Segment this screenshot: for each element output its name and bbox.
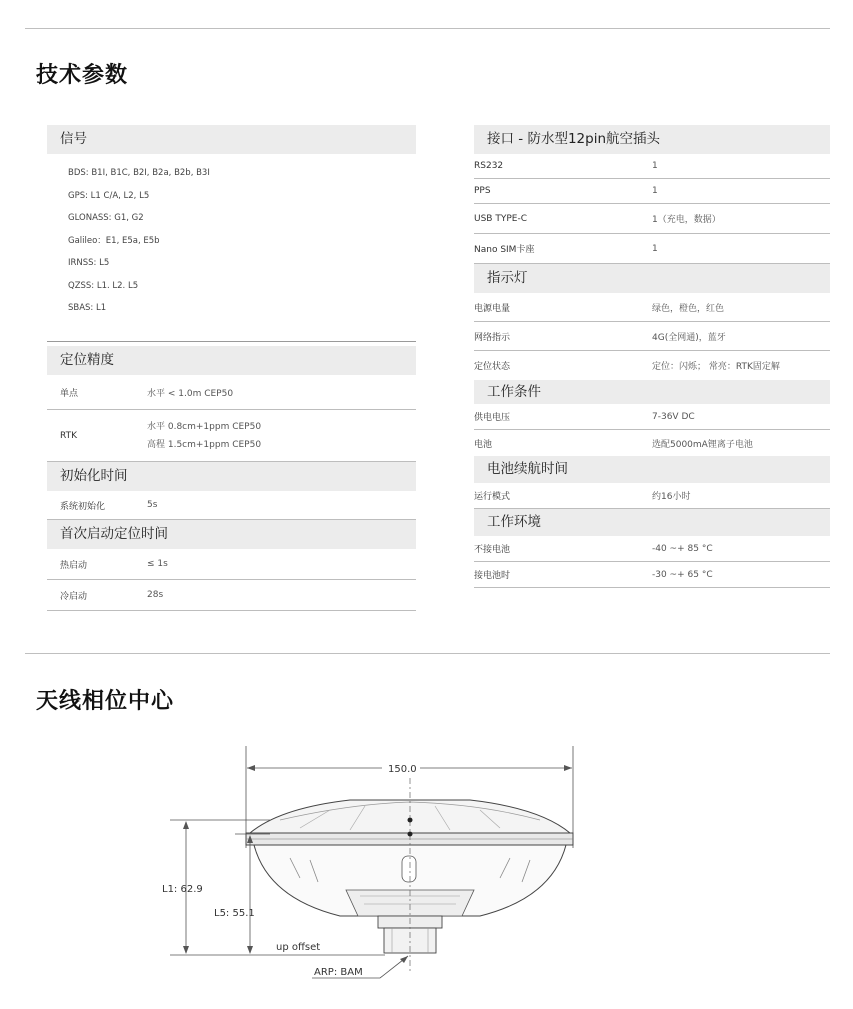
- row-value: 定位：闪烁； 常亮：RTK固定解: [652, 362, 780, 372]
- row-value: -40 ~+ 85 °C: [652, 543, 713, 554]
- signal-item-gps: GPS: L1 C/A, L2, L5: [68, 190, 150, 201]
- tech-specs-title: 技术参数: [36, 63, 129, 88]
- row-label: 接电池时: [474, 571, 511, 581]
- width-dimension-label: 150.0: [388, 764, 417, 775]
- table-row: [474, 204, 830, 234]
- top-divider: [25, 28, 830, 29]
- row-value: 约16小时: [652, 492, 691, 502]
- row-value: 水平 < 1.0m CEP50: [147, 388, 234, 399]
- row-value: 28s: [147, 590, 164, 600]
- signal-list: [47, 154, 416, 342]
- antenna-drawing: [150, 738, 590, 988]
- table-row: [47, 375, 416, 410]
- table-row: [47, 410, 416, 462]
- init-header: 初始化时间: [47, 462, 416, 491]
- table-row: [474, 154, 830, 179]
- row-label: PPS: [474, 186, 491, 196]
- row-value: 1（充电，数据）: [652, 215, 721, 225]
- rtk-horizontal-value: 水平 0.8cm+1ppm CEP50: [147, 421, 262, 432]
- signal-item-sbas: SBAS: L1: [68, 303, 107, 313]
- row-value: ≤ 1s: [147, 559, 168, 569]
- row-label: 网络指示: [474, 332, 511, 343]
- table-row: [47, 580, 416, 611]
- antenna-dimension-diagram: [150, 738, 590, 988]
- row-value: 1: [652, 186, 658, 196]
- left-spec-column: [47, 125, 416, 611]
- row-label: 系统初始化: [60, 501, 106, 512]
- row-value: 1: [652, 243, 658, 254]
- row-label: 热启动: [60, 560, 88, 571]
- row-label: Nano SIM卡座: [474, 245, 535, 255]
- row-label: 定位状态: [474, 362, 511, 372]
- row-label: 供电电压: [474, 413, 511, 423]
- table-row: [474, 404, 830, 430]
- indicator-header: 指示灯: [474, 264, 830, 293]
- row-label: 电源电量: [474, 303, 511, 314]
- battery-life-header: 电池续航时间: [474, 456, 830, 483]
- table-row: [474, 293, 830, 322]
- right-spec-column: [474, 125, 830, 588]
- row-label: 不接电池: [474, 545, 511, 555]
- signal-item-irnss: IRNSS: L5: [68, 258, 110, 268]
- table-row: [474, 562, 830, 588]
- table-row: [474, 430, 830, 456]
- table-row: [47, 549, 416, 580]
- row-value: 1: [652, 161, 658, 171]
- l5-dimension-label: L5: 55.1: [214, 908, 255, 919]
- table-row: [47, 491, 416, 520]
- up-offset-label: up offset: [276, 942, 321, 953]
- rtk-vertical-value: 高程 1.5cm+1ppm CEP50: [147, 439, 262, 450]
- signal-item-galileo: Galileo：E1, E5a, E5b: [68, 235, 160, 246]
- signal-item-bds: BDS: B1I, B1C, B2I, B2a, B2b, B3I: [68, 168, 210, 178]
- table-row: [474, 483, 830, 509]
- arp-label: ARP: BAM: [314, 967, 363, 978]
- row-label: 单点: [60, 388, 79, 399]
- l1-dimension-label: L1: 62.9: [162, 884, 203, 895]
- row-label: 冷启动: [60, 591, 88, 602]
- working-conditions-header: 工作条件: [474, 380, 830, 404]
- table-row: [474, 351, 830, 380]
- antenna-phase-center-title: 天线相位中心: [36, 689, 175, 714]
- accuracy-header: 定位精度: [47, 346, 416, 375]
- row-label: 运行模式: [474, 492, 511, 502]
- row-label: RTK: [60, 430, 77, 441]
- row-value: 选配5000mA锂离子电池: [652, 439, 753, 450]
- table-row: [474, 322, 830, 351]
- row-value: 7-36V DC: [652, 411, 695, 422]
- row-value: 绿色，橙色，红色: [652, 303, 725, 314]
- row-label: RS232: [474, 161, 504, 171]
- row-value: 4G(全网通)，蓝牙: [652, 332, 726, 343]
- row-label: USB TYPE-C: [474, 213, 527, 224]
- row-value: -30 ~+ 65 °C: [652, 569, 713, 580]
- signal-item-qzss: QZSS: L1. L2. L5: [68, 280, 139, 291]
- table-row: [474, 234, 830, 264]
- signal-item-glonass: GLONASS: G1, G2: [68, 213, 144, 223]
- interface-header: 接口 - 防水型12pin航空插头: [474, 125, 830, 154]
- signal-header: 信号: [47, 125, 416, 154]
- environment-header: 工作环境: [474, 509, 830, 536]
- first-fix-header: 首次启动定位时间: [47, 520, 416, 549]
- table-row: [474, 536, 830, 562]
- table-row: [474, 179, 830, 204]
- row-value: [147, 418, 261, 454]
- row-value: 5s: [147, 500, 158, 510]
- row-label: 电池: [474, 439, 493, 450]
- middle-divider: [25, 653, 830, 654]
